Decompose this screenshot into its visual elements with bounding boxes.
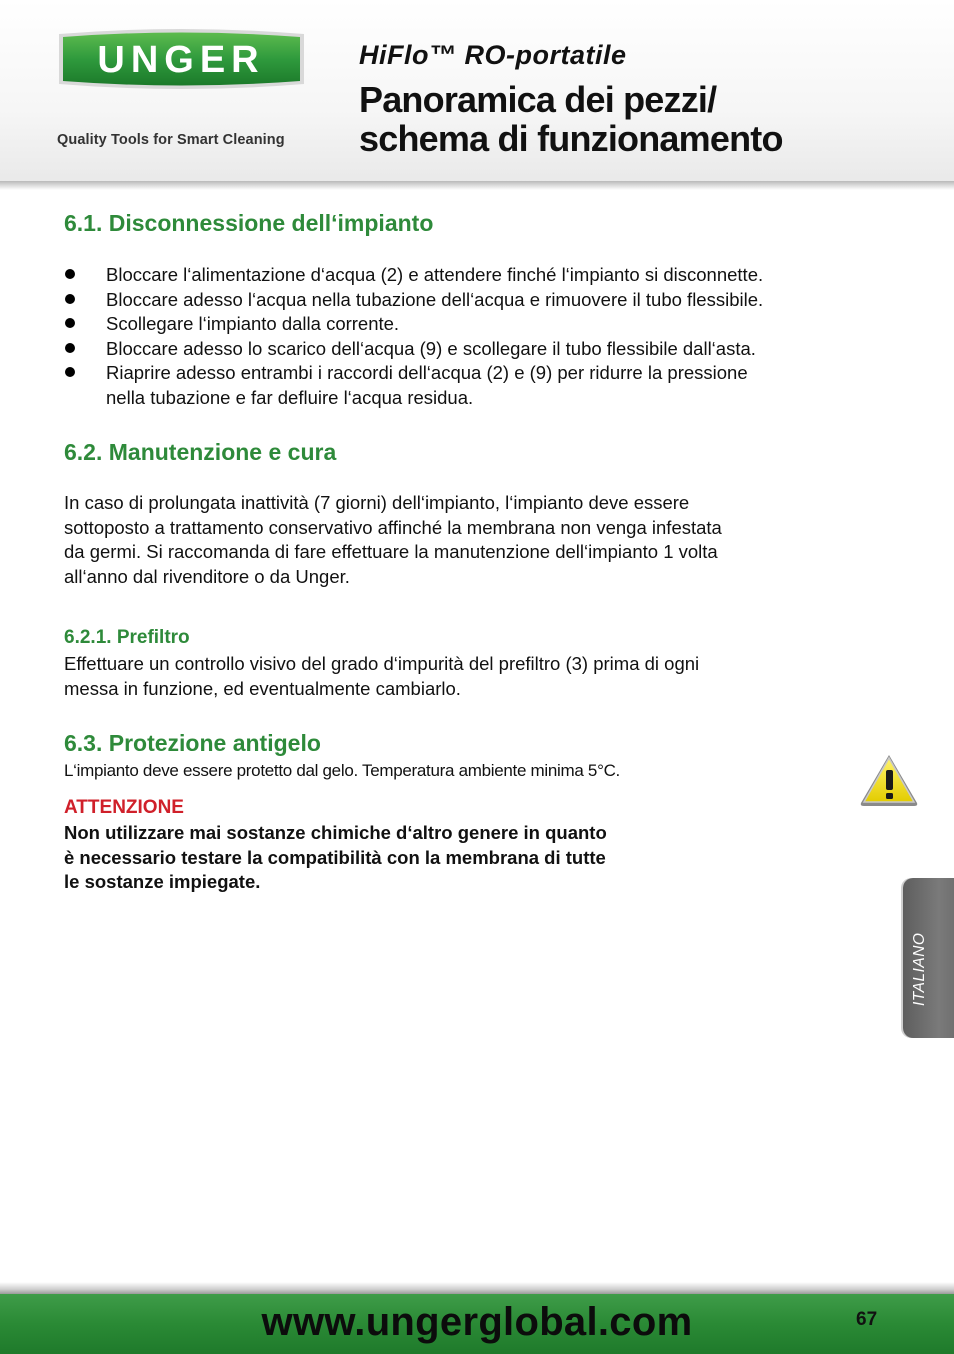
maintenance-paragraph: In caso di prolungata inattività (7 giorni) dell‘impianto, l‘impianto deve essere sottoposto a trattamento conservativo affinché la membrana non venga infestata da germi. Si raccomanda di fare effettuare la manutenzione dell‘impianto 1 volta all‘anno dal rivenditore o da Unger.	[64, 492, 722, 587]
product-subtitle: HiFlo™ RO-portatile	[359, 40, 627, 70]
bullet-icon	[65, 318, 75, 328]
page-title	[359, 80, 783, 158]
header-divider	[0, 181, 954, 190]
warning-triangle-icon	[858, 752, 920, 808]
footer-divider	[0, 1282, 954, 1294]
disconnection-steps-list	[64, 263, 763, 411]
frost-protection-paragraph: L‘impianto deve essere protetto dal gelo. Temperatura ambiente minima 5°C.	[64, 761, 620, 780]
page-title-line-2: schema di funzionamento	[359, 118, 783, 159]
logo-tagline: Quality Tools for Smart Cleaning	[57, 132, 285, 148]
attention-note: Non utilizzare mai sostanze chimiche d‘altro genere in quanto è necessario testare la compatibilità con la membrana di tutte le sostanze impiegate.	[64, 822, 607, 892]
bullet-icon	[65, 343, 75, 353]
bullet-icon	[65, 367, 75, 377]
unger-logo	[55, 28, 308, 90]
subsection-heading-6-2-1: 6.2.1. Prefiltro	[64, 627, 190, 648]
section-heading-6-2: 6.2. Manutenzione e cura	[64, 439, 337, 465]
list-item: Bloccare l‘alimentazione d‘acqua (2) e attendere finché l‘impianto si disconnette.	[64, 263, 763, 288]
unger-logo-badge	[55, 28, 308, 90]
prefilter-paragraph: Effettuare un controllo visivo del grado d‘impurità del prefiltro (3) prima di ogni messa in funzione, ed eventualmente cambiarlo.	[64, 653, 700, 699]
page-title-line-1: Panoramica dei pezzi/	[359, 79, 717, 120]
language-tab	[903, 878, 954, 1038]
list-item-continued: nella tubazione e far defluire l‘acqua residua.	[106, 386, 474, 408]
list-item: Scollegare l‘impianto dalla corrente.	[64, 312, 763, 337]
footer-url-text: www.ungerglobal.com	[261, 1300, 693, 1344]
attention-label: ATTENZIONE	[64, 797, 184, 818]
logo-text: UNGER	[97, 39, 265, 81]
section-heading-6-1: 6.1. Disconnessione dell‘impianto	[64, 210, 434, 236]
list-item: Bloccare adesso lo scarico dell‘acqua (9) e scollegare il tubo flessibile dall‘asta.	[64, 337, 763, 362]
footer-website	[0, 1300, 954, 1345]
list-item: Riaprire adesso entrambi i raccordi dell‘acqua (2) e (9) per ridurre la pressione	[64, 361, 763, 386]
language-tab-label: ITALIANO	[911, 932, 928, 1006]
bullet-icon	[65, 294, 75, 304]
bullet-icon	[65, 269, 75, 279]
page-number: 67	[856, 1309, 878, 1330]
section-heading-6-3: 6.3. Protezione antigelo	[64, 730, 321, 756]
list-item: Bloccare adesso l‘acqua nella tubazione dell‘acqua e rimuovere il tubo flessibile.	[64, 288, 763, 313]
